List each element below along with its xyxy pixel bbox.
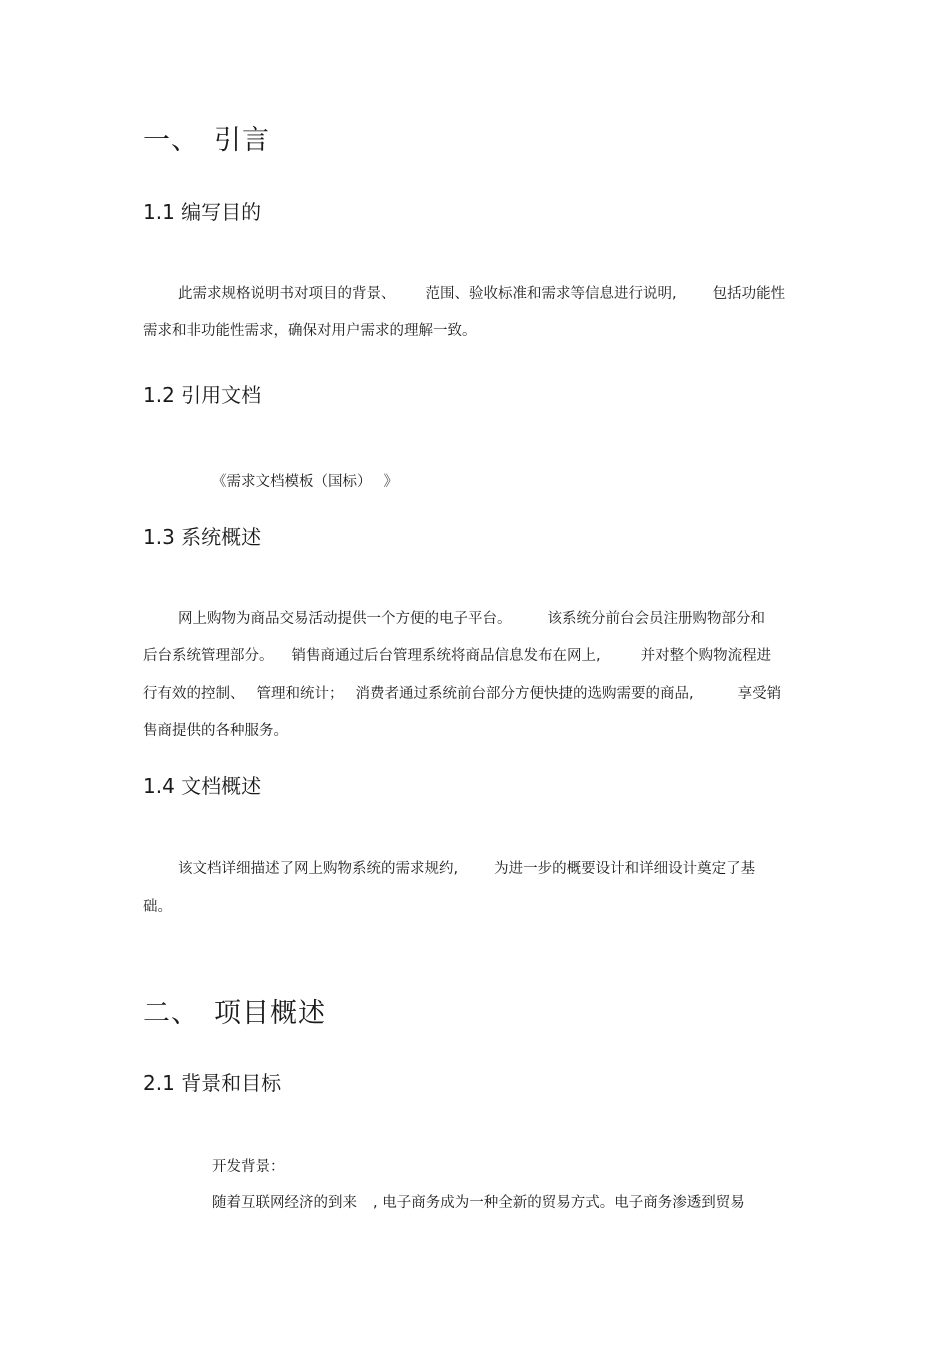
text-segment: 该文档详细描述了网上购物系统的需求规约, bbox=[178, 861, 459, 877]
paragraph-line bbox=[178, 607, 765, 628]
text-segment: 范围、验收标准和需求等信息进行说明, bbox=[425, 286, 677, 302]
paragraph-line bbox=[212, 1191, 745, 1212]
subsection-heading: 1.3 系统概述 bbox=[143, 525, 262, 549]
text-segment: 为进一步的概要设计和详细设计奠定了基 bbox=[494, 861, 756, 877]
text-segment: 随着互联网经济的到来 bbox=[212, 1195, 357, 1211]
paragraph-line bbox=[143, 719, 288, 740]
paragraph-line bbox=[143, 644, 771, 665]
subsection-heading: 2.1 背景和目标 bbox=[143, 1071, 282, 1095]
paragraph-line bbox=[143, 682, 781, 703]
section-title: 项目概述 bbox=[214, 998, 326, 1029]
text-segment: 售商提供的各种服务。 bbox=[143, 723, 288, 739]
text-segment: 础。 bbox=[143, 899, 172, 915]
paragraph-line bbox=[143, 319, 477, 340]
section-title: 引言 bbox=[214, 125, 270, 156]
text-segment: 享受销 bbox=[737, 686, 782, 702]
text-segment: 行有效的控制、 bbox=[143, 686, 245, 702]
subsection-heading: 1.2 引用文档 bbox=[143, 383, 262, 407]
text-segment: , 电子商务成为一种全新的贸易方式。电子商务渗透到贸易 bbox=[373, 1195, 745, 1211]
text-segment: 网上购物为商品交易活动提供一个方便的电子平台。 bbox=[178, 611, 512, 627]
text-segment: 后台系统管理部分。 bbox=[143, 648, 274, 664]
subsection-heading: 1.4 文档概述 bbox=[143, 774, 262, 798]
section-number: 二、 bbox=[143, 998, 199, 1029]
text-segment: 管理和统计； bbox=[256, 686, 344, 702]
text-segment: 开发背景： bbox=[212, 1159, 285, 1175]
text-segment: 需求和非功能性需求，确保对用户需求的理解一致。 bbox=[143, 323, 477, 339]
section-number: 一、 bbox=[143, 125, 199, 156]
text-segment: 并对整个购物流程进 bbox=[640, 648, 772, 664]
paragraph-line bbox=[212, 1155, 285, 1176]
text-segment: 《需求文档模板（国标） bbox=[212, 474, 372, 490]
text-segment: 该系统分前台会员注册购物部分和 bbox=[547, 611, 765, 627]
text-segment: 包括功能性 bbox=[712, 286, 786, 302]
paragraph-line bbox=[178, 857, 755, 878]
paragraph-line bbox=[212, 470, 398, 491]
text-segment: 消费者通过系统前台部分方便快捷的选购需要的商品, bbox=[355, 686, 694, 702]
text-segment: 此需求规格说明书对项目的背景、 bbox=[178, 286, 396, 302]
text-segment: 销售商通过后台管理系统将商品信息发布在网上, bbox=[291, 648, 601, 664]
paragraph-line bbox=[143, 895, 172, 916]
paragraph-line bbox=[178, 282, 785, 303]
text-segment: 》 bbox=[383, 474, 398, 490]
subsection-heading: 1.1 编写目的 bbox=[143, 200, 262, 224]
